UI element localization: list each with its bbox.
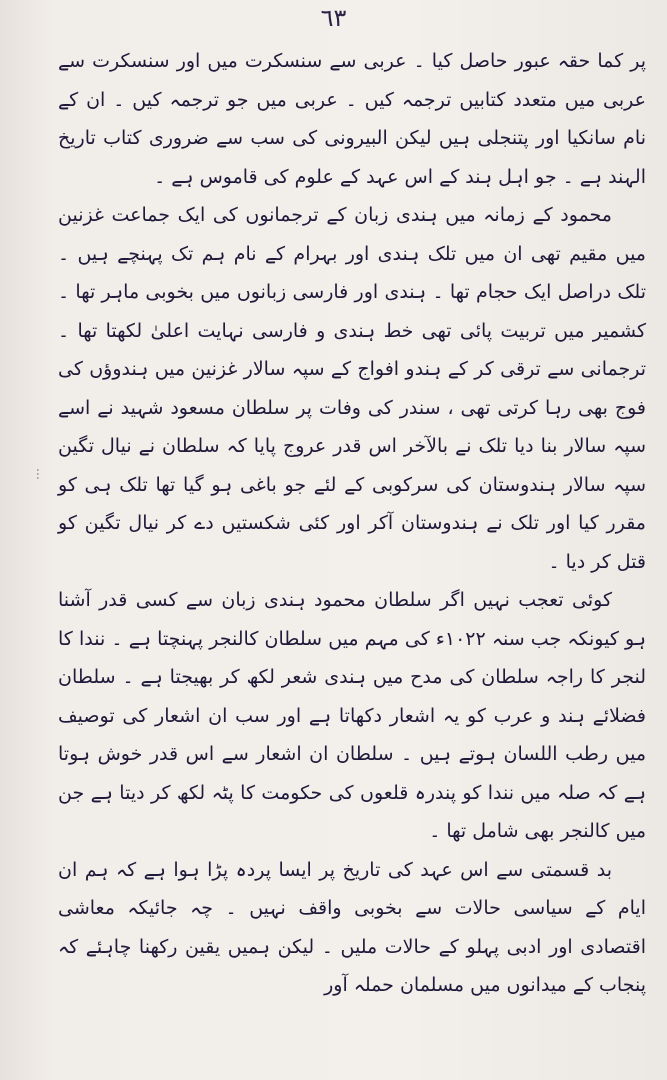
body-text bbox=[58, 42, 646, 1005]
page-number: ٦٣ bbox=[320, 4, 347, 32]
paragraph-4: بد قسمتی سے اس عہد کی تاریخ پر ایسا پردہ پڑا ہوا ہے کہ ہم ان ایام کے سیاسی حالات سے بخوبی واقف نہیں ۔ چہ جائیکہ معاشی اقتصادی اور ادبی پہلو کے حالات ملیں ۔ لیکن ہمیں یقین رکھنا چاہئے کہ پنجاب کے میدانوں میں مسلمان حملہ آور bbox=[58, 858, 646, 996]
paragraph-3: کوئی تعجب نہیں اگر سلطان محمود ہندی زبان سے کسی قدر آشنا ہو کیونکہ جب سنہ ۱۰۲۲ء کی مہم میں سلطان کالنجر پہنچتا ہے ۔ نندا کا لنجر کا راجہ سلطان کی مدح میں ہندی شعر لکھ کر بھیجتا ہے ۔ سلطان فضلائے ہند و عرب کو یہ اشعار دکھاتا ہے اور سب ان اشعار کی توصیف میں رطب اللسان ہوتے ہیں ۔ سلطان ان اشعار سے اس قدر خوش ہوتا ہے کہ صلہ میں نندا کو پندرہ قلعوں کی حکومت کا پٹہ لکھ کر دیتا ہے جن میں کالنجر بھی شامل تھا ۔ bbox=[58, 589, 646, 842]
margin-handwritten-note: … bbox=[34, 468, 48, 480]
paragraph-2: محمود کے زمانہ میں ہندی زبان کے ترجمانوں کی ایک جماعت غزنین میں مقیم تھی ان میں تلک ہندی اور بہرام کے نام ہم تک پہنچے ہیں ۔ تلک دراصل ایک حجام تھا ۔ ہندی اور فارسی زبانوں میں بخوبی ماہر تھا ۔ کشمیر میں تربیت پائی تھی خط ہندی و فارسی نہایت اعلیٰ لکھتا تھا ۔ ترجمانی سے ترقی کر کے ہندو افواج کے سپہ سالار غزنین میں ہندوؤں کی فوج بھی رہا کرتی تھی ، سندر کی وفات پر سلطان مسعود شہید نے اسے سپہ سالار بنا دیا تلک نے بالآخر اس قدر عروج پایا کہ سلطان نے نیال تگین سپہ سالار ہندوستان کی سرکوبی کے لئے جو باغی ہو گیا تھا تلک ہی کو مقرر کیا اور تلک نے ہندوستان آکر اور کئی شکستیں دے کر نیال تگین کو قتل کر دیا ۔ bbox=[58, 204, 646, 573]
paragraph-1: پر کما حقہ عبور حاصل کیا ۔ عربی سے سنسکرت میں اور سنسکرت سے عربی میں متعدد کتابیں ترجمہ کیں ۔ عربی میں جو ترجمہ کیں ۔ ان کے نام سانکیا اور پتنجلی ہیں لیکن البیرونی کی سب سے ضروری کتاب تاریخ الہند ہے ۔ جو اہل ہند کے اس عہد کے علوم کی قاموس ہے ۔ bbox=[58, 50, 646, 188]
